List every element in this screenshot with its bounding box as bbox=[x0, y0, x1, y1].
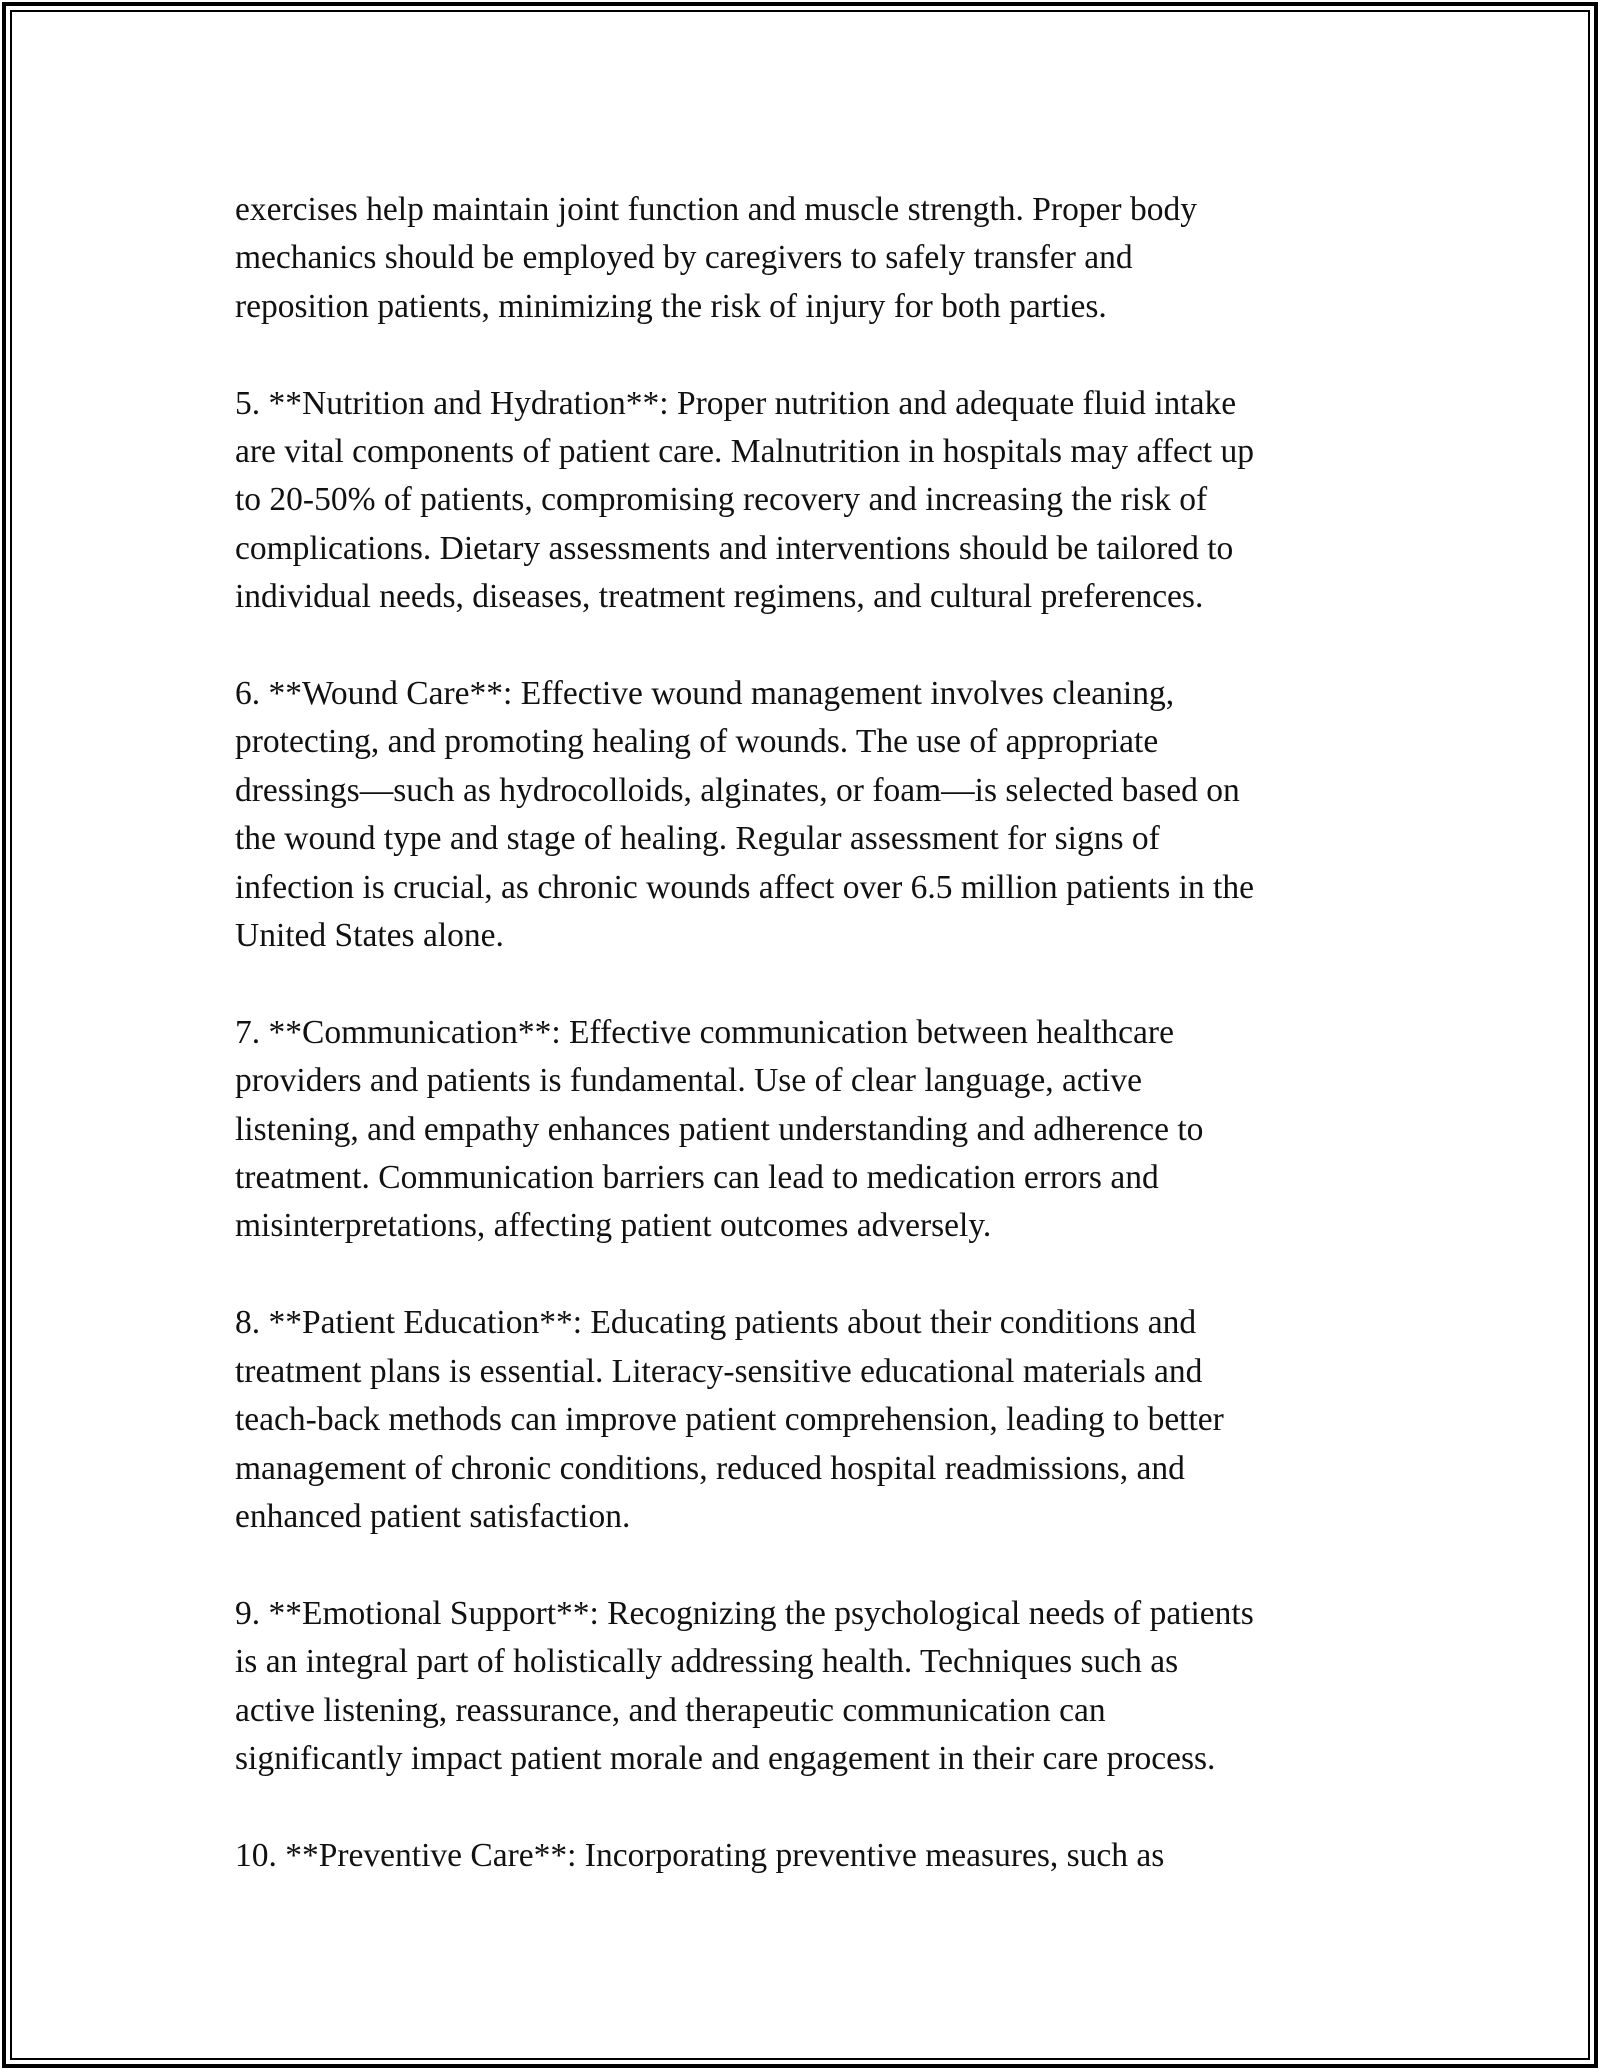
paragraph-preventive-care: 10. **Preventive Care**: Incorporating preventive measures, such as bbox=[235, 1836, 1165, 1874]
paragraph-patient-education: 8. **Patient Education**: Educating patients about their conditions and treatment plans is essential. Literacy-sensitive educational materials and teach-back methods can improve patient comprehension, leading to better management of chronic conditions, reduced hospital readmissions, and enhanced patient satisfaction. bbox=[235, 1304, 1224, 1535]
paragraph-emotional-support: 9. **Emotional Support**: Recognizing the psychological needs of patients is an integral part of holistically addressing health. Techniques such as active listening, reassurance, and therapeutic communication can significantly impact patient morale and engagement in their care process. bbox=[235, 1594, 1254, 1777]
document-body bbox=[235, 186, 1375, 1929]
paragraph-wound-care: 6. **Wound Care**: Effective wound management involves cleaning, protecting, and promoting healing of wounds. The use of appropriate dressings—such as hydrocolloids, alginates, or foam—is selected based on the wound type and stage of healing. Regular assessment for signs of infection is crucial, as chronic wounds affect over 6.5 million patients in the United States alone. bbox=[235, 675, 1254, 955]
paragraph-mobility-continuation: exercises help maintain joint function and muscle strength. Proper body mechanics should be employed by caregivers to safely transfer and reposition patients, minimizing the risk of injury for both parties. bbox=[235, 191, 1197, 325]
paragraph-communication: 7. **Communication**: Effective communication between healthcare providers and patients is fundamental. Use of clear language, active listening, and empathy enhances patient understanding and adherence to treatment. Communication barriers can lead to medication errors and misinterpretations, affecting patient outcomes adversely. bbox=[235, 1013, 1204, 1245]
paragraph-nutrition-hydration: 5. **Nutrition and Hydration**: Proper nutrition and adequate fluid intake are vital components of patient care. Malnutrition in hospitals may affect up to 20-50% of patients, compromising recovery and increasing the risk of complications. Dietary assessments and interventions should be tailored to individual needs, diseases, treatment regimens, and cultural preferences. bbox=[235, 384, 1254, 616]
